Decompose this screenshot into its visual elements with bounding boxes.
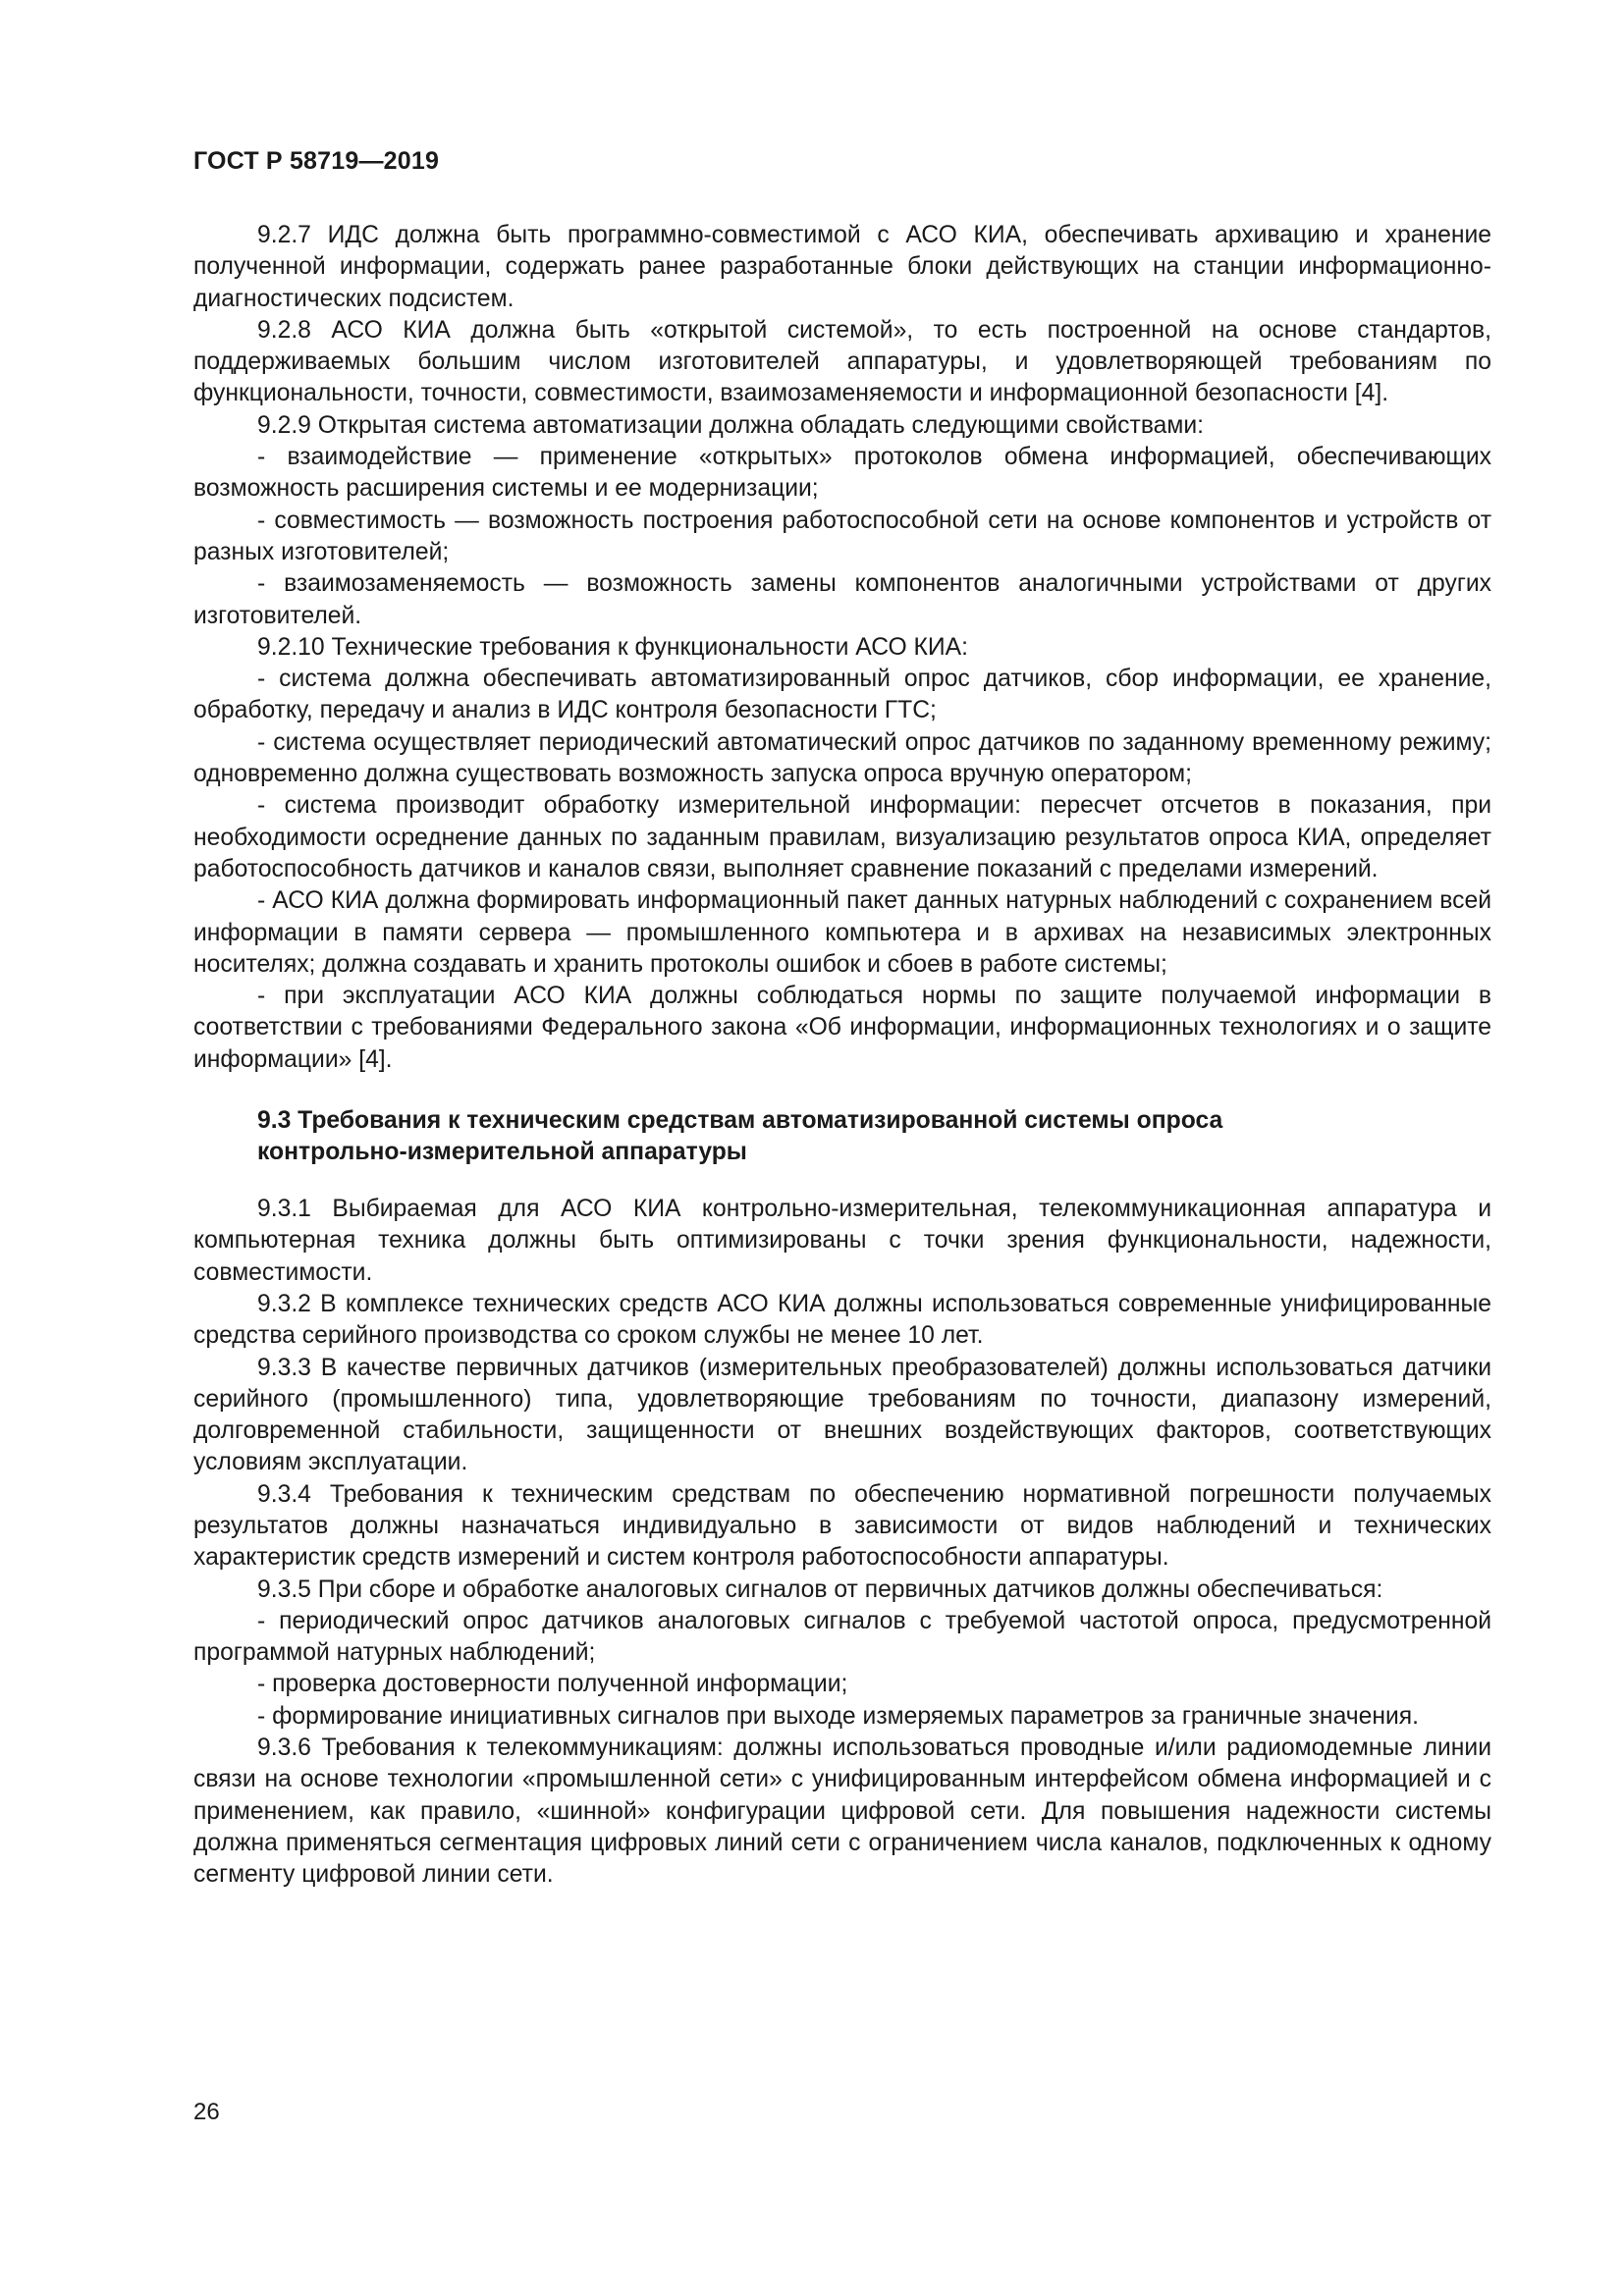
paragraph: 9.3.2 В комплексе технических средств АСО КИА должны использоваться современные унифицированные средства серийного производства со сроком службы не менее 10 лет. [193, 1290, 1491, 1350]
section-heading-line: контрольно-измерительной аппаратуры [257, 1139, 747, 1166]
page-number: 26 [193, 2099, 220, 2125]
list-item: - периодический опрос датчиков аналоговых сигналов с требуемой частотой опроса, предусмотренной программой натурных наблюдений; [193, 1607, 1491, 1667]
list-item: - проверка достоверности полученной информации; [257, 1671, 848, 1698]
document-body [193, 220, 1491, 1892]
list-item: - система производит обработку измерительной информации: пересчет отсчетов в показания, при необходимости осреднение данных по заданным правилам, визуализацию результатов опроса КИА, определяет работоспособность датчиков и каналов связи, выполняет сравнение показаний с пределами измерений. [193, 792, 1491, 882]
section-heading-line: 9.3 Требования к техническим средствам автоматизированной системы опроса [257, 1107, 1223, 1135]
paragraph: 9.3.3 В качестве первичных датчиков (измерительных преобразователей) должны использоваться датчики серийного (промышленного) типа, удовлетворяющие требованиям по точности, диапазону измерений, долговременной стабильности, защищенности от внешних воздействующих факторов, соответствующих условиям эксплуатации. [193, 1354, 1491, 1476]
paragraph: 9.3.4 Требования к техническим средствам по обеспечению нормативной погрешности получаемых результатов должны назначаться индивидуально в зависимости от видов наблюдений и технических характеристик средств измерений и систем контроля работоспособности аппаратуры. [193, 1480, 1491, 1572]
list-item: - АСО КИА должна формировать информационный пакет данных натурных наблюдений с сохранением всей информации в памяти сервера — промышленного компьютера и в архивах на независимых электронных носителях; должна создавать и хранить протоколы ошибок и сбоев в работе системы; [193, 887, 1491, 978]
document-header: ГОСТ Р 58719—2019 [193, 147, 440, 175]
section-heading [193, 1105, 1491, 1168]
list-item: - при эксплуатации АСО КИА должны соблюдаться нормы по защите получаемой информации в соответствии с требованиями Федерального закона «Об информации, информационных технологиях и о защите информации» [4]. [193, 983, 1491, 1073]
list-item: - взаимодействие — применение «открытых» протоколов обмена информацией, обеспечивающих возможность расширения системы и ее модернизации; [193, 444, 1491, 503]
list-item: - взаимозаменяемость — возможность замены компонентов аналогичными устройствами от других изготовителей. [193, 570, 1491, 629]
paragraph: 9.3.1 Выбираемая для АСО КИА контрольно-измерительная, телекоммуникационная аппаратура и компьютерная техника должны быть оптимизированы с точки зрения функциональности, надежности, совместимости. [193, 1196, 1491, 1286]
paragraph: 9.2.8 АСО КИА должна быть «открытой системой», то есть построенной на основе стандартов, поддерживаемых большим числом изготовителей аппаратуры, и удовлетворяющей требованиям по функциональности, точности, совместимости, взаимозаменяемости и информационной безопасности [4]. [193, 316, 1491, 407]
list-item: - система должна обеспечивать автоматизированный опрос датчиков, сбор информации, ее хранение, обработку, передачу и анализ в ИДС контроля безопасности ГТС; [193, 666, 1491, 724]
paragraph: 9.2.7 ИДС должна быть программно-совместимой с АСО КИА, обеспечивать архивацию и хранение полученной информации, содержать ранее разработанные блоки действующих на станции информационно-диагностических подсистем. [193, 222, 1491, 312]
paragraph: 9.2.10 Технические требования к функциональности АСО КИА: [257, 633, 968, 661]
paragraph: 9.3.5 При сборе и обработке аналоговых сигналов от первичных датчиков должны обеспечиваться: [257, 1575, 1383, 1603]
list-item: - совместимость — возможность построения работоспособной сети на основе компонентов и устройств от разных изготовителей; [193, 507, 1491, 565]
list-item: - формирование инициативных сигналов при выходе измеряемых параметров за граничные значения. [257, 1702, 1419, 1730]
list-item: - система осуществляет периодический автоматический опрос датчиков по заданному временному режиму; одновременно должна существовать возможность запуска опроса вручную оператором; [193, 728, 1491, 788]
paragraph: 9.3.6 Требования к телекоммуникациям: должны использоваться проводные и/или радиомодемные линии связи на основе технологии «промышленной сети» с унифицированным интерфейсом обмена информацией и с применением, как правило, «шинной» конфигурации цифровой сети. Для повышения надежности системы должна применяться сегментация цифровых линий сети с ограничением числа каналов, подключенных к одному сегменту цифровой линии сети. [193, 1735, 1491, 1889]
paragraph: 9.2.9 Открытая система автоматизации должна обладать следующими свойствами: [257, 411, 1205, 439]
